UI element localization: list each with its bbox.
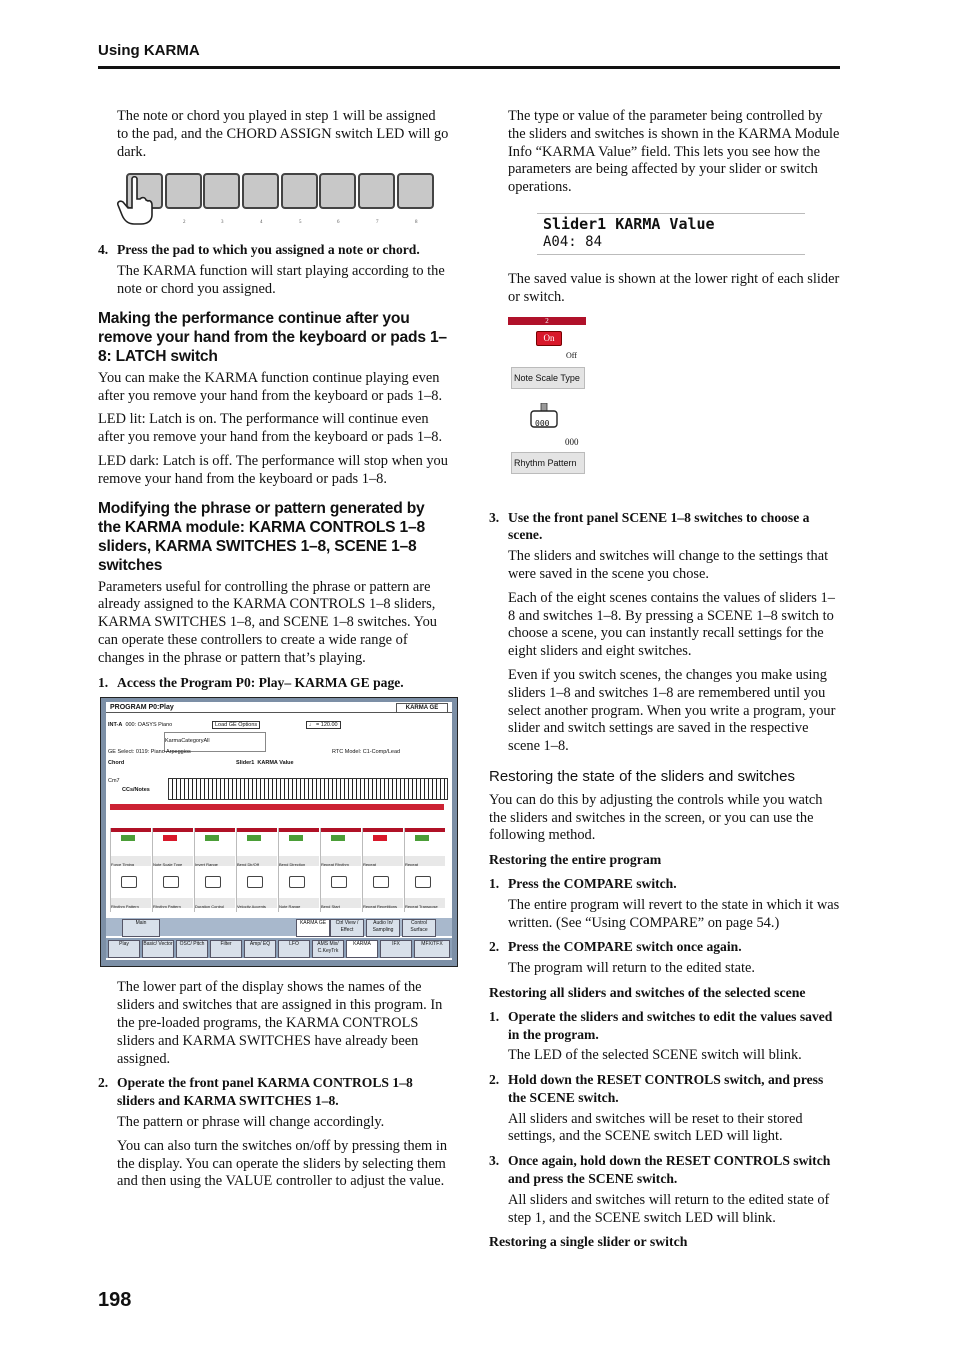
all-step-1: 1. Operate the sliders and switches to edit the values saved in the program. <box>489 1008 833 1042</box>
step-2-text-2: You can also turn the switches on/off by pressing them in the display. You can operate the sliders by selecting them and then using the VALUE controller to adjust the value. <box>117 1137 448 1190</box>
heading-modify: Modifying the phrase or pattern generated by the KARMA module: KARMA CONTROLS 1–8 sliders, KARMA SWITCHES 1–8, SCENE 1–8 switches <box>98 499 425 574</box>
pad-7 <box>358 173 395 209</box>
control-cell[interactable]: Invert Range Duration Control <box>194 828 235 912</box>
running-header: Using KARMA <box>98 42 200 59</box>
controls-grid <box>110 828 448 912</box>
step-4-text: The KARMA function will start playing according to the note or chord you assigned. <box>117 263 445 297</box>
slider-knob[interactable] <box>530 403 558 427</box>
all-step-1-text: The LED of the selected SCENE switch will blink. <box>508 1047 802 1064</box>
tab-karma-ge[interactable]: KARMA GE <box>296 919 330 937</box>
tab-control-surface[interactable]: Control Surface <box>402 919 436 937</box>
control-examples <box>508 317 841 497</box>
entire-step-1-text: The entire program will revert to the state in which it was written. (See “Using COMPARE” on page 54.) <box>508 896 840 931</box>
step-3-text-3: Even if you switch scenes, the changes you make using sliders 1–8 and switches 1–8 are remembered until you select another program. When you write a program, your slider and switch settings are saved in the respective scene 1–8. <box>508 666 836 755</box>
pad-number: 6 <box>337 220 340 226</box>
control-cell[interactable]: Bend Dir/Off Velocity Accents <box>236 828 277 912</box>
switch-on-button[interactable]: On <box>536 331 562 346</box>
heading-entire-program: Restoring the entire program <box>489 852 662 868</box>
entire-step-2-text: The program will return to the edited state. <box>508 960 755 977</box>
pad-number: 7 <box>376 220 379 226</box>
tab-amp-eq[interactable]: Amp/ EQ <box>244 940 276 958</box>
step-3-text-1: The sliders and switches will change to the settings that were saved in the scene you chose. <box>508 548 829 582</box>
saved-value-paragraph: The saved value is shown at the lower right of each slider or switch. <box>508 270 840 305</box>
slider-value: 000 <box>535 418 550 428</box>
all-step-2-text: All sliders and switches will be reset to their stored settings, and the SCENE switch LED will light. <box>508 1110 803 1145</box>
pads-illustration <box>126 173 450 229</box>
control-cell[interactable]: Bend Direction Note Range <box>278 828 319 912</box>
tab-ifx[interactable]: IFX <box>380 940 412 958</box>
all-step-3-text: All sliders and switches will return to the edited state of step 1, and the SCENE switch LED will blink. <box>508 1191 830 1226</box>
pad-3 <box>203 173 240 209</box>
screen-tabs-lower <box>106 938 452 958</box>
step-2-text-1: The pattern or phrase will change accordingly. <box>117 1113 385 1130</box>
tab-ctrl-view[interactable]: Ctrl View / Effect <box>330 919 364 937</box>
entire-step-1: 1. Press the COMPARE switch. <box>489 875 677 891</box>
control-cell[interactable]: Repeat Repeat Transpose <box>404 828 445 912</box>
ccs-label: CCs/Notes <box>122 787 150 794</box>
header-rule <box>98 66 840 69</box>
karma-value-title: Slider1 KARMA Value <box>543 214 715 233</box>
step-2: 2. Operate the front panel KARMA CONTROLS 1–8 sliders and KARMA SWITCHES 1–8. <box>98 1075 413 1109</box>
all-step-2: 2. Hold down the RESET CONTROLS switch, and press the SCENE switch. <box>489 1072 824 1105</box>
all-step-3: 3. Once again, hold down the RESET CONTROLS switch and press the SCENE switch. <box>489 1153 831 1187</box>
heading-all-sliders: Restoring all sliders and switches of the selected scene <box>489 984 806 1000</box>
ge-select-row: GE Select: 0119: Piano Arpeggios RTC Model: C1-Comp/Lead <box>108 749 401 756</box>
control-cell[interactable]: Note Scale Type Rhythm Pattern <box>152 828 193 912</box>
screen-title: PROGRAM P0:Play KARMA GE <box>106 702 452 713</box>
step-3: 3. Use the front panel SCENE 1–8 switches to choose a scene. <box>489 509 810 543</box>
chord-row: Chord Cm7 <box>108 760 125 785</box>
screen-caption: The lower part of the display shows the names of the sliders and switches that are assigned in this program. In the pre-loaded programs, the KARMA CONTROLS sliders and KARMA SWITCHES have already been assigned. <box>117 979 443 1067</box>
step-3-text-2: Each of the eight scenes contains the values of sliders 1–8 and switches 1–8. By pressing a SCENE 1–8 switch to choose a scene, you can instantly recall settings for the eight sliders and eight switches. <box>508 589 835 660</box>
pad-4 <box>242 173 279 209</box>
pad-number: 5 <box>299 220 302 226</box>
left-column <box>98 108 450 1197</box>
pad-8 <box>397 173 434 209</box>
tab-ams-mix[interactable]: AMS Mix/ C.KeyTrk <box>312 940 344 958</box>
heading-latch: Making the performance continue after you remove your hand from the keyboard or pads 1–8: LATCH switch <box>98 309 447 365</box>
switch-saved-value: Off <box>566 350 577 360</box>
pad-number: 4 <box>260 220 263 226</box>
karma-value-readout: A04: 84 <box>543 233 603 250</box>
pointing-hand-icon <box>114 175 154 225</box>
pad-6 <box>319 173 356 209</box>
keyboard-display <box>168 778 448 800</box>
slider-saved-value: 000 <box>565 436 579 447</box>
heading-restore: Restoring the state of the sliders and switches <box>489 767 795 785</box>
category-row: KarmaCategoryAll <box>108 732 266 752</box>
latch-paragraph-3: LED dark: Latch is off. The performance will stop when you remove your hand from the keyboard or pads 1–8. <box>98 452 448 487</box>
tab-lfo[interactable]: LFO <box>278 940 310 958</box>
restore-paragraph: You can do this by adjusting the controls while you watch the sliders and switches in the screen, or you can use the following method. <box>489 791 823 844</box>
slider-info: Slider1 KARMA Value <box>236 760 294 767</box>
tab-karma[interactable]: KARMA <box>346 940 378 958</box>
pad-number: 8 <box>415 220 418 226</box>
tab-play[interactable]: Play <box>108 940 140 958</box>
pad-number: 3 <box>221 220 224 226</box>
switch-name-label: Note Scale Type <box>511 367 585 389</box>
pad-number: 2 <box>183 220 186 226</box>
entire-step-2: 2. Press the COMPARE switch once again. <box>489 939 742 955</box>
karma-value-paragraph: The type or value of the parameter being controlled by the sliders and switches is shown in the KARMA Module Info “KARMA Value” field. This lets you see how the parameters are being affected by your slider or switch operations. <box>508 108 840 196</box>
slider-name-label: Rhythm Pattern <box>511 452 585 474</box>
pad-5 <box>281 173 318 209</box>
control-cell[interactable]: Repeat Repeat Repetitions <box>362 828 403 912</box>
step-4: 4. Press the pad to which you assigned a note or chord. <box>98 242 420 258</box>
page-number: 198 <box>98 1289 132 1311</box>
latch-paragraph-2: LED lit: Latch is on. The performance will continue even after you remove your hand from the keyboard or pads 1–8. <box>98 411 443 446</box>
control-cell[interactable]: Force Timing Rhythm Pattern <box>110 828 151 912</box>
tab-mfx-tfx[interactable]: MFX/TFX <box>414 940 450 958</box>
tab-filter[interactable]: Filter <box>210 940 242 958</box>
tab-audio-in[interactable]: Audio In/ Sampling <box>366 919 400 937</box>
step-1: 1. Access the Program P0: Play– KARMA GE page. <box>98 674 404 690</box>
program-row: INT-A 000: OASYS Piano Load GE Options ♩ = 120.00 <box>108 717 341 735</box>
control-cell[interactable]: Repeat Rhythm Bend Start <box>320 828 361 912</box>
tab-osc-pitch[interactable]: OSC/ Pitch <box>176 940 208 958</box>
intro-paragraph: The note or chord you played in step 1 will be assigned to the pad, and the CHORD ASSIGN switch LED will go dark. <box>117 108 449 160</box>
pad-2 <box>165 173 202 209</box>
karma-ge-screen <box>100 697 458 967</box>
modify-paragraph: Parameters useful for controlling the phrase or pattern are already assigned to the KARMA CONTROLS 1–8 sliders, KARMA SWITCHES 1–8, and SCENE 1–8 switches. You can operate these controllers to create a wide range of changes in the phrase or pattern that’s playing. <box>98 578 438 666</box>
tab-basic-vector[interactable]: Basic/ Vector <box>142 940 174 958</box>
note-strip <box>110 804 444 810</box>
right-column <box>489 108 841 1257</box>
latch-paragraph-1: You can make the KARMA function continue playing even after you remove your hand from the keyboard or pads 1–8. <box>98 369 443 404</box>
switch-number: 2 <box>508 317 586 325</box>
tab-main[interactable]: Main <box>122 919 160 937</box>
karma-value-field <box>537 213 805 255</box>
heading-single-slider: Restoring a single slider or switch <box>489 1234 688 1250</box>
screen-tabs-upper <box>106 918 452 936</box>
page-select-tag[interactable]: KARMA GE <box>396 703 448 713</box>
